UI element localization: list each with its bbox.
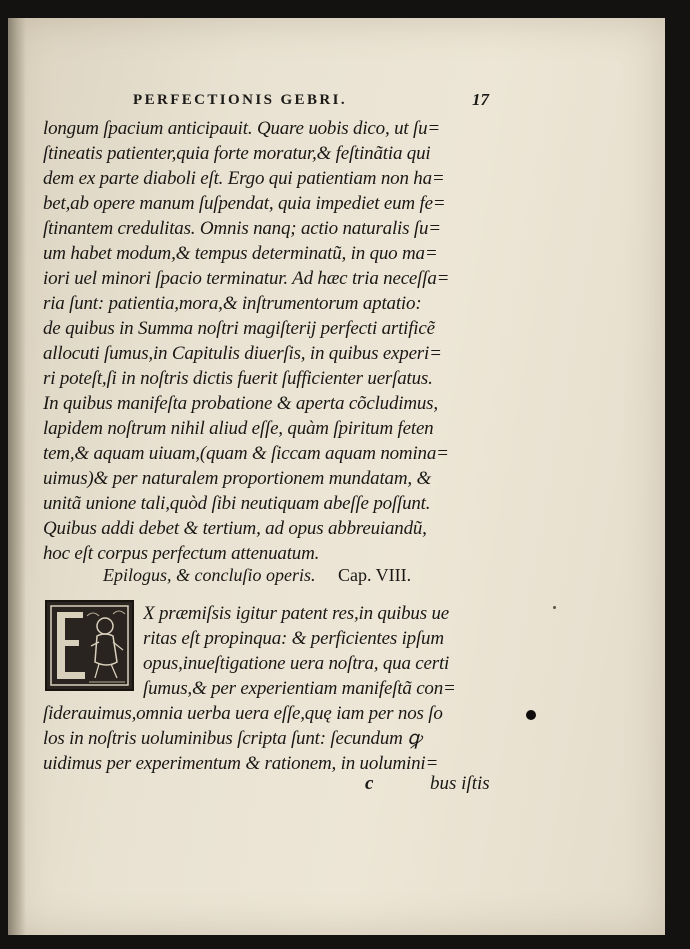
text-line: lapidem noſtrum nihil aliud eſſe, quàm ſpiritum feten [43, 418, 434, 439]
chapter-title: Epilogus, & concluſio operis. [103, 565, 316, 585]
text-line: uimus)& per naturalem proportionem mundatam, & [43, 468, 432, 489]
text-line: tem,& aquam uiuam,(quam & ſiccam aquam nomina= [43, 443, 449, 464]
text-line: ria ſunt: patientia,mora,& inſtrumentorum aptatio: [43, 293, 422, 314]
paper-speck [553, 606, 556, 609]
text-line: allocuti ſumus,in Capitulis diuerſis, in quibus experi= [43, 343, 442, 364]
ink-blot [526, 710, 536, 720]
text-line: de quibus in Summa noſtri magiſterij perfecti artificẽ [43, 318, 435, 339]
text-line: unitã unione tali,quòd ſibi neutiquam abeſſe poſſunt. [43, 493, 431, 514]
running-head-title: PERFECTIONIS GEBRI. [133, 92, 347, 108]
text-line: ſiderauimus,omnia uerba uera eſſe,quę iam per nos ſo [43, 703, 443, 724]
chapter-label: Cap. VIII. [337, 565, 412, 585]
text-line: Quibus addi debet & tertium, ad opus abbreuiandũ, [43, 518, 427, 539]
chapter-heading [103, 565, 411, 586]
woodcut-initial-icon [47, 602, 132, 689]
catchword: bus iſtis [430, 773, 490, 794]
text-line: ritas eſt propinqua: & perficientes ipſum [143, 628, 444, 649]
text-line: bet,ab opere manum ſuſpendat, quia impediet eum fe= [43, 193, 446, 214]
text-line: In quibus manifeſta probatione & aperta cõcludimus, [43, 393, 438, 414]
text-line: longum ſpacium anticipauit. Quare uobis dico, ut ſu= [43, 118, 440, 139]
page-gutter-shadow [8, 18, 26, 935]
running-head [0, 92, 690, 116]
text-line: los in noſtris uoluminibus ſcripta ſunt: ſecundum ꝙ [43, 728, 422, 749]
text-line: um habet modum,& tempus determinatũ, in quo ma= [43, 243, 438, 264]
text-line: ſtinantem credulitas. Omnis nanq; actio naturalis ſu= [43, 218, 441, 239]
text-line: ſtineatis patienter,quia forte moratur,& feſtinãtia qui [43, 143, 431, 164]
decorated-initial-E-icon [45, 600, 134, 691]
text-line: ri poteſt,ſi in noſtris dictis fuerit ſufficienter uerſatus. [43, 368, 433, 389]
text-line: hoc eſt corpus perfectum attenuatum. [43, 543, 320, 564]
text-line: ſumus,& per experientiam manifeſtã con= [143, 678, 456, 699]
text-line: opus,inueſtigatione uera noſtra, qua certi [143, 653, 450, 674]
text-line: iori uel minori ſpacio terminatur. Ad hæc tria neceſſa= [43, 268, 450, 289]
text-line: X præmiſsis igitur patent res,in quibus ue [143, 603, 449, 624]
text-line: uidimus per experimentum & rationem, in uolumini= [43, 753, 439, 774]
page-number: 17 [472, 90, 489, 109]
signature-mark: c [365, 773, 374, 794]
text-line: dem ex parte diaboli eſt. Ergo qui patientiam non ha= [43, 168, 445, 189]
